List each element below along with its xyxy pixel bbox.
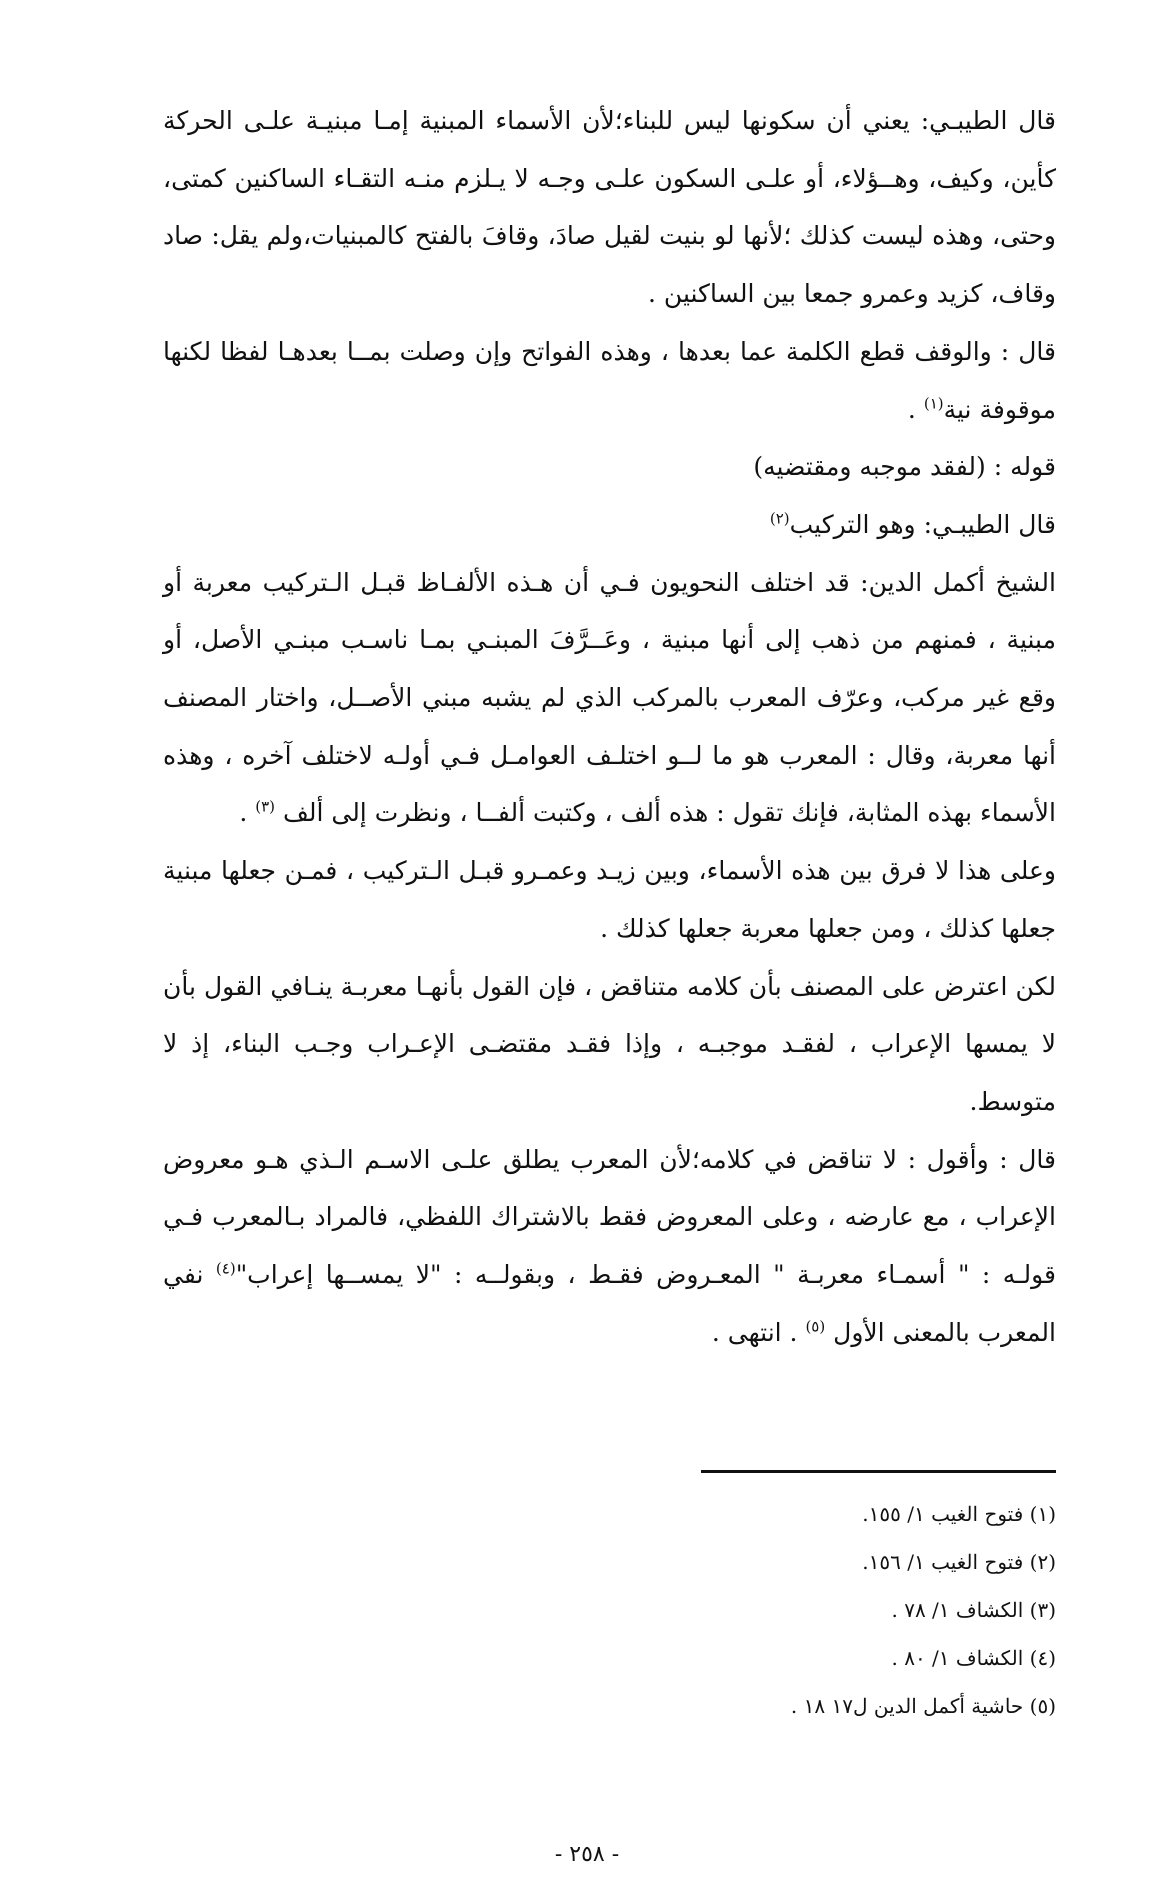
footnote-2: (٢) فتوح الغيب ١/ ١٥٦. [862, 1550, 1056, 1574]
paragraph-2-text: قال : والوقف قطع الكلمة عما بعدها ، وهذه الفواتح وإن وصلت بمــا بعدهـا لفظا لكنها موقوفة نية [163, 336, 1056, 424]
paragraph-5 [163, 554, 1056, 843]
paragraph-8-text: قال : وأقول : لا تناقض في كلامه؛لأن المعرب يطلق علـى الاسـم الـذي هـو معروض الإعراب ، مع عارضه ، وعلى المعروض فقط بالاشتراك اللفظي، فالمراد بـالمعرب فـي قولـه : " أسمـاء معربـة " المعـروض فقـط ، وبقولــه : "لا يمســها إعراب" [163, 1144, 1056, 1290]
paragraph-5-text: الشيخ أكمل الدين: قد اختلف النحويون فـي أن هـذه الألفـاظ قبـل الـتركيب معربة أو مبنية ، فمنهم من ذهب إلى أنها مبنية ، وعَــرَّفَ المبنـي بمـا ناسـب مبنـي الأصل، أو وقع غير مركب، وعرّف المعرب بالمركب الذي لم يشبه مبني الأصــل، واختار المصنف أنها معربة، وقال : المعرب هو ما لــو اختلـف العوامـل فـي أولـه لاختلف آخره ، وهذه الأسماء بهذه المثابة، فإنك تقول : هذه ألف ، وكتبت ألفــا ، ونظرت إلى ألف [163, 567, 1056, 828]
footnotes-list [163, 1490, 1056, 1730]
footnote-ref-4[interactable]: (٤) [215, 1259, 236, 1278]
footnote-4: (٤) الكشاف ١/ ٨٠ . [891, 1646, 1056, 1670]
footnote-ref-2[interactable]: (٢) [769, 509, 790, 528]
paragraph-8 [163, 1131, 1056, 1362]
paragraph-1-text: قال الطيبـي: يعني أن سكونها ليس للبناء؛لأن الأسماء المبنية إمـا مبنيـة علـى الحركة كأين، وكيف، وهــؤلاء، أو علـى السكون علـى وجـه لا يـلزم منـه التقـاء الساكنين كمتى، وحتى، وهذه ليست كذلك ؛لأنها لو بنيت لقيل صادَ، وقافَ بالفتح كالمبنيات،ولم يقل: صاد وقاف، كزيد وعمرو جمعا بين الساكنين . [163, 106, 1056, 309]
footnote-1: (١) فتوح الغيب ١/ ١٥٥. [862, 1502, 1056, 1526]
main-text [163, 92, 1056, 1361]
paragraph-3-text: قوله : (لفقد موجبه ومقتضيه) [753, 452, 1056, 482]
paragraph-1 [163, 92, 1056, 323]
paragraph-7-text: لكن اعترض على المصنف بأن كلامه متناقض ، فإن القول بأنهـا معربـة ينـافي القول بأن لا يمسها الإعراب ، لفقـد موجبـه ، وإذا فقـد مقتضـى الإعـراب وجـب البناء، إذ لا متوسط. [163, 971, 1056, 1116]
paragraph-3 [163, 438, 1056, 496]
page-number: - ٢٥٨ - [554, 1842, 620, 1867]
paragraph-8-tail: . انتهى . [711, 1317, 806, 1347]
paragraph-6-text: وعلى هذا لا فرق بين هذه الأسماء، وبين زيـد وعمـرو قبـل الـتركيب ، فمـن جعلها مبنية جعلها كذلك ، ومن جعلها معربة جعلها كذلك . [163, 856, 1056, 943]
footnote-ref-5[interactable]: (٥) [805, 1317, 826, 1336]
paragraph-8-mid: نفي المعرب بالمعنى الأول [163, 1260, 1056, 1347]
paragraph-5-tail: . [239, 798, 256, 828]
paragraph-4 [163, 496, 1056, 554]
footnote-3: (٣) الكشاف ١/ ٧٨ . [891, 1598, 1056, 1622]
footnote-ref-3[interactable]: (٣) [255, 798, 276, 817]
paragraph-6 [163, 842, 1056, 957]
paragraph-2 [163, 323, 1056, 438]
paragraph-7 [163, 958, 1056, 1131]
paragraph-4-text: قال الطيبـي: وهو التركيب [789, 509, 1056, 539]
footnote-ref-1[interactable]: (١) [923, 394, 944, 413]
paragraph-2-tail: . [907, 394, 924, 424]
footnote-5: (٥) حاشية أكمل الدين ل١٧ ١٨ . [790, 1694, 1056, 1718]
footnote-divider [701, 1470, 1056, 1473]
